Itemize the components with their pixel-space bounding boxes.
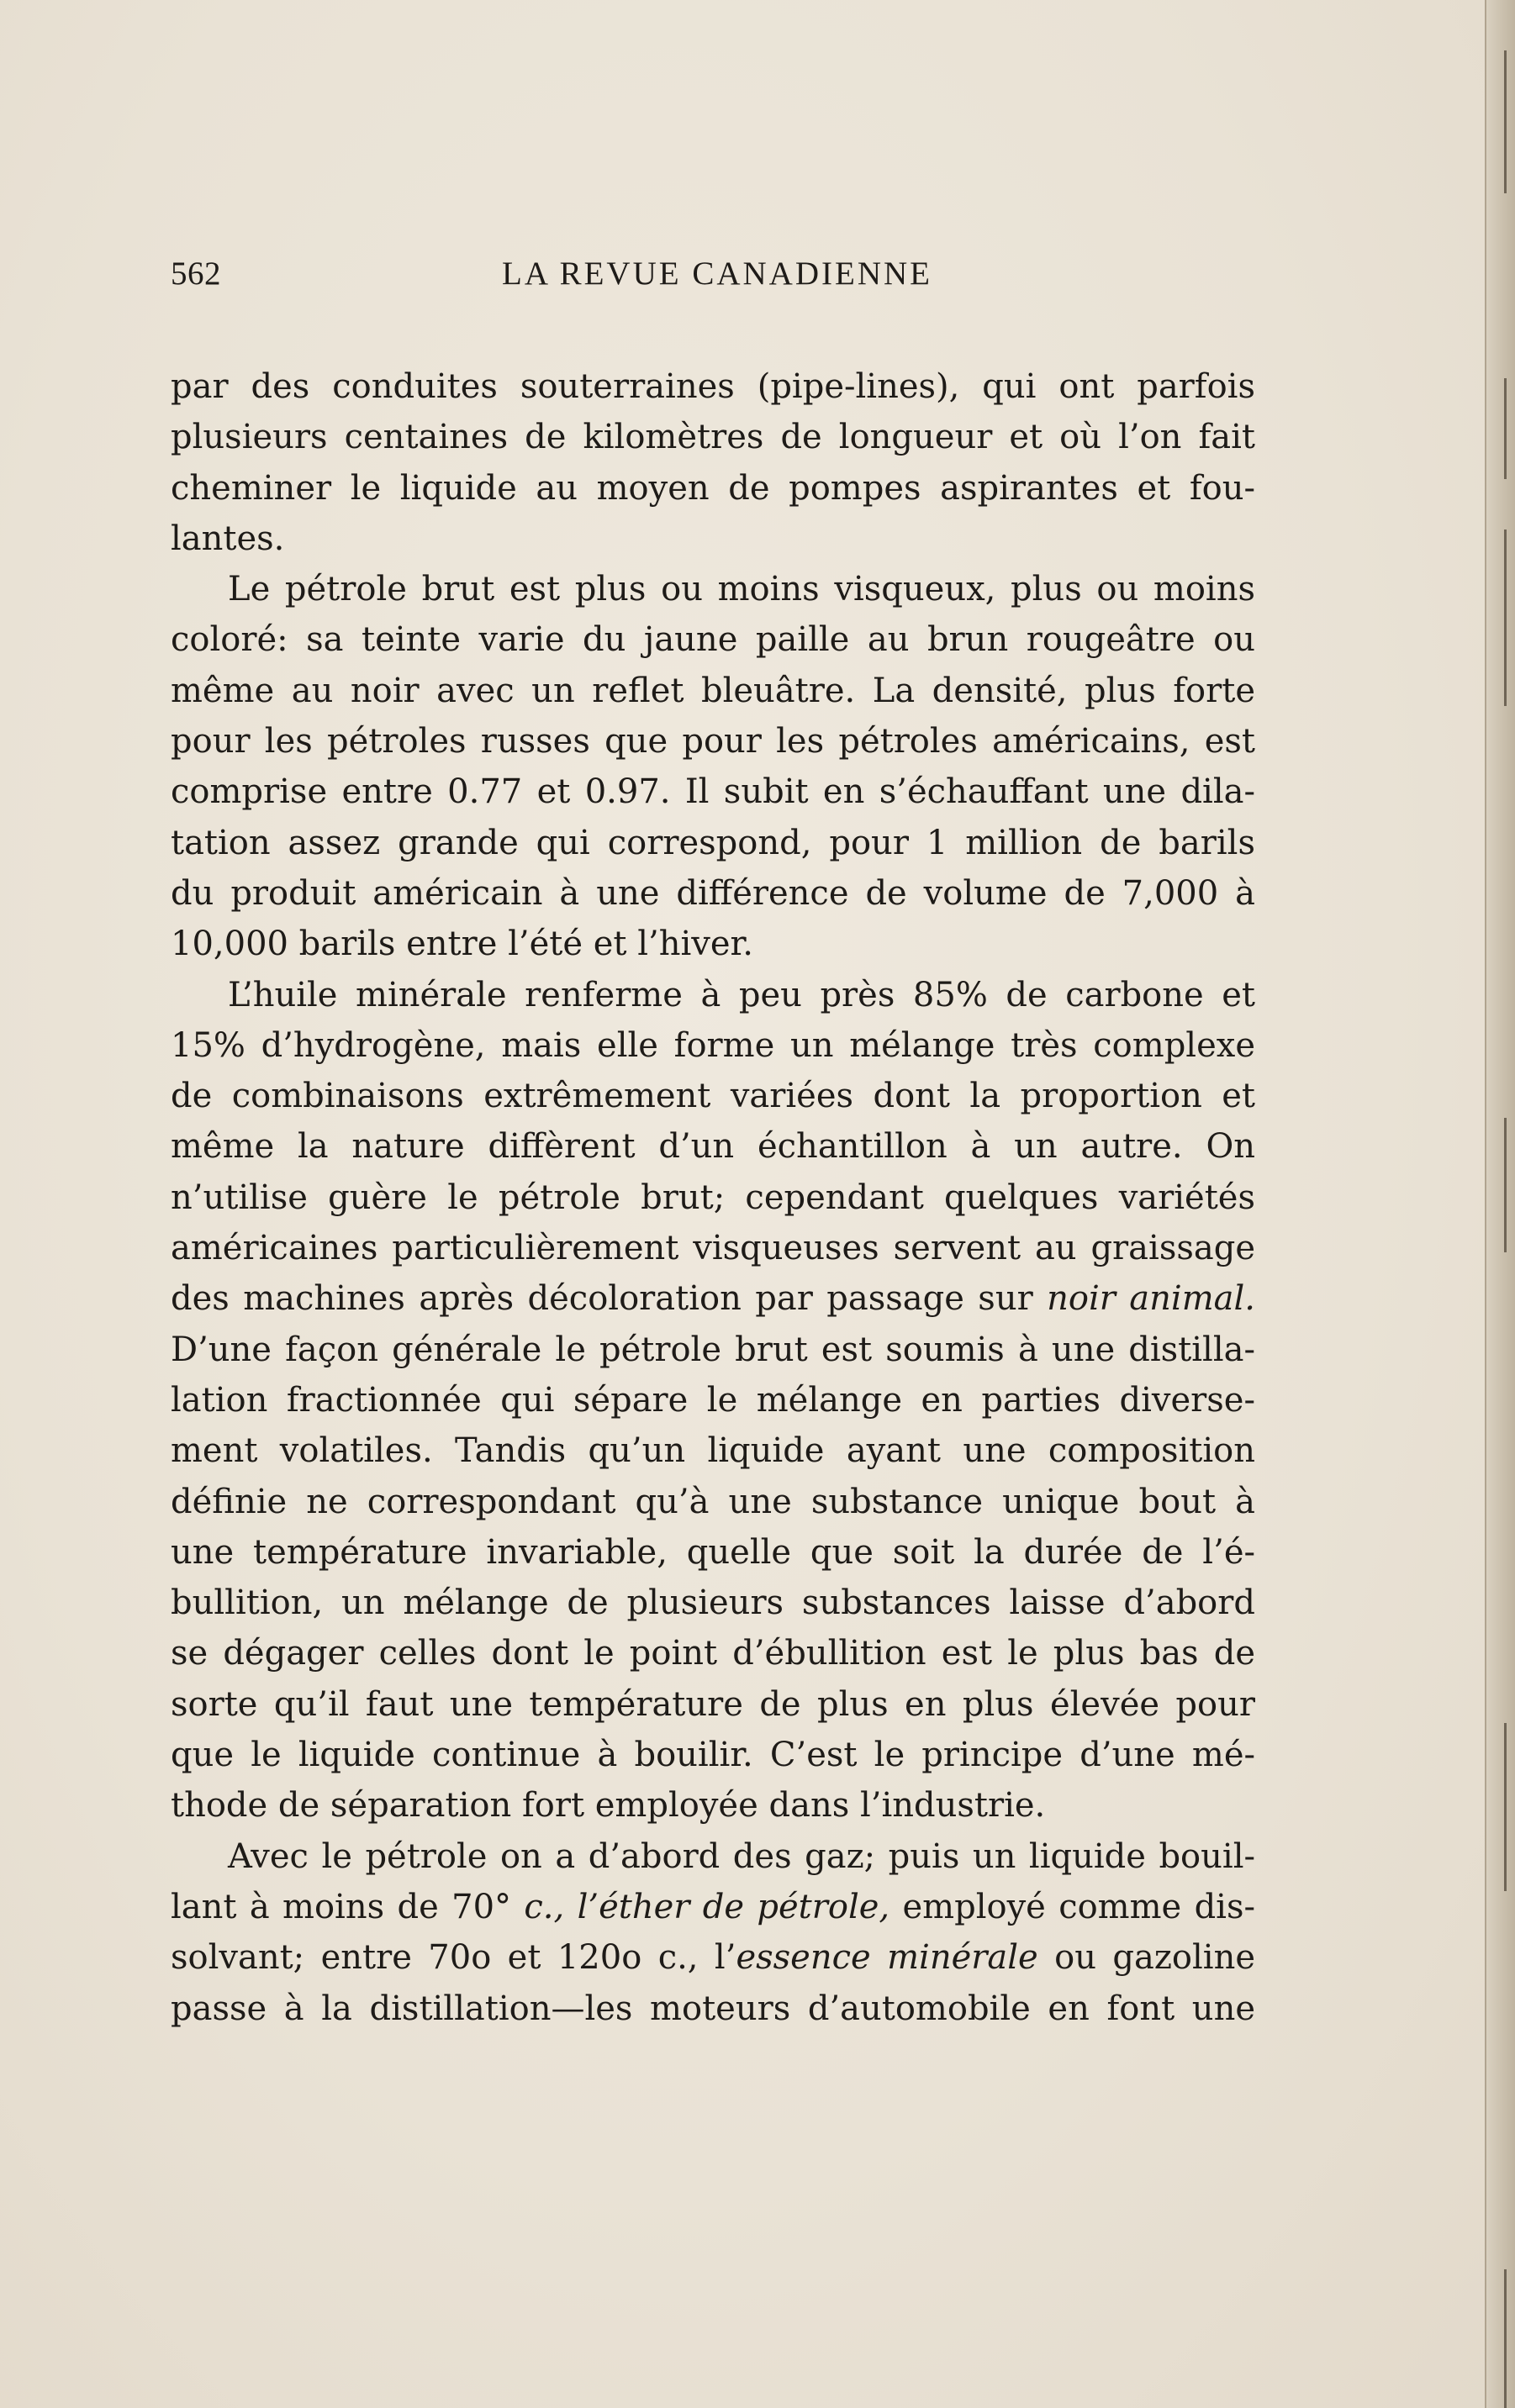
text-run: solvant; entre 70o et 120o c., l’ (171, 1938, 736, 1978)
running-title: LA REVUE CANADIENNE (502, 256, 932, 292)
text-line: coloré: sa teinte varie du jaune paille au brun rougeâtre ou (171, 620, 1255, 660)
text-line: 15% d’hydrogène, mais elle forme un mélange très complexe (171, 1025, 1255, 1065)
text-line: comprise entre 0.77 et 0.97. Il subit en s’échauffant une dila- (171, 772, 1255, 812)
text-run: lant à moins de 70° (171, 1887, 525, 1926)
text-run: ou gazoline (1037, 1938, 1256, 1978)
text-line: américaines particulièrement visqueuses servent au graissage (171, 1229, 1255, 1268)
text-line: lantes. (171, 519, 285, 558)
text-line: de combinaisons extrêmement variées dont la proportion et (171, 1077, 1255, 1116)
italic-term: essence minérale (736, 1938, 1038, 1978)
body-text (171, 361, 1255, 2034)
text-line: se dégager celles dont le point d’ébullition est le plus bas de (171, 1634, 1255, 1673)
text-line: thode de séparation fort employée dans l’industrie. (171, 1786, 1046, 1826)
edge-mark (1504, 2269, 1507, 2408)
text-line: une température invariable, quelle que soit la durée de l’é- (171, 1532, 1255, 1572)
edge-mark (1504, 1118, 1507, 1252)
text-line: Avec le pétrole on a d’abord des gaz; puis un liquide bouil- (228, 1836, 1255, 1876)
text-line (171, 1882, 1255, 1932)
text-line: Le pétrole brut est plus ou moins visqueux, plus ou moins (228, 570, 1255, 609)
edge-mark (1504, 1723, 1507, 1891)
text-line: D’une façon générale le pétrole brut est soumis à une distilla- (171, 1330, 1255, 1369)
text-line: par des conduites souterraines (pipe-lines), qui ont parfois (171, 367, 1255, 406)
text-line (171, 1932, 1255, 1983)
edge-mark (1504, 50, 1507, 193)
text-line: sorte qu’il faut une température de plus en plus élevée pour (171, 1684, 1255, 1724)
text-line: 10,000 barils entre l’été et l’hiver. (171, 925, 753, 964)
text-line (171, 1273, 1255, 1324)
text-line: cheminer le liquide au moyen de pompes aspirantes et fou- (171, 468, 1255, 508)
text-line: que le liquide continue à bouilir. C’est le principe d’une mé- (171, 1736, 1255, 1775)
text-line: plusieurs centaines de kilomètres de longueur et où l’on fait (171, 418, 1255, 457)
page-edge (1485, 0, 1515, 2408)
italic-term: c., l’éther de pétrole, (524, 1887, 890, 1926)
text-line: tation assez grande qui correspond, pour 1 million de barils (171, 823, 1255, 862)
text-line: définie ne correspondant qu’à une substance unique bout à (171, 1482, 1255, 1521)
text-run: employé comme dis- (889, 1887, 1256, 1926)
text-line: lation fractionnée qui sépare le mélange en parties diverse- (171, 1380, 1255, 1420)
text-line: passe à la distillation—les moteurs d’automobile en font une (171, 1989, 1255, 2028)
text-line: ment volatiles. Tandis qu’un liquide ayant une composition (171, 1431, 1255, 1471)
text-line: n’utilise guère le pétrole brut; cependant quelques variétés (171, 1178, 1255, 1217)
running-header (171, 255, 1264, 302)
text-line: même la nature diffèrent d’un échantillon à un autre. On (171, 1127, 1255, 1167)
text-line: L’huile minérale renferme à peu près 85% de carbone et (228, 975, 1255, 1014)
italic-term: noir animal. (1047, 1279, 1255, 1319)
edge-mark (1504, 378, 1507, 479)
text-line: pour les pétroles russes que pour les pétroles américains, est (171, 722, 1255, 761)
text-line: même au noir avec un reflet bleuâtre. La densité, plus forte (171, 671, 1255, 710)
text-line: bullition, un mélange de plusieurs substances laisse d’abord (171, 1583, 1255, 1623)
page-number: 562 (171, 256, 221, 292)
text-run: des machines après décoloration par passage sur (171, 1279, 1048, 1319)
text-line: du produit américain à une différence de volume de 7,000 à (171, 873, 1255, 913)
edge-mark (1504, 530, 1507, 706)
